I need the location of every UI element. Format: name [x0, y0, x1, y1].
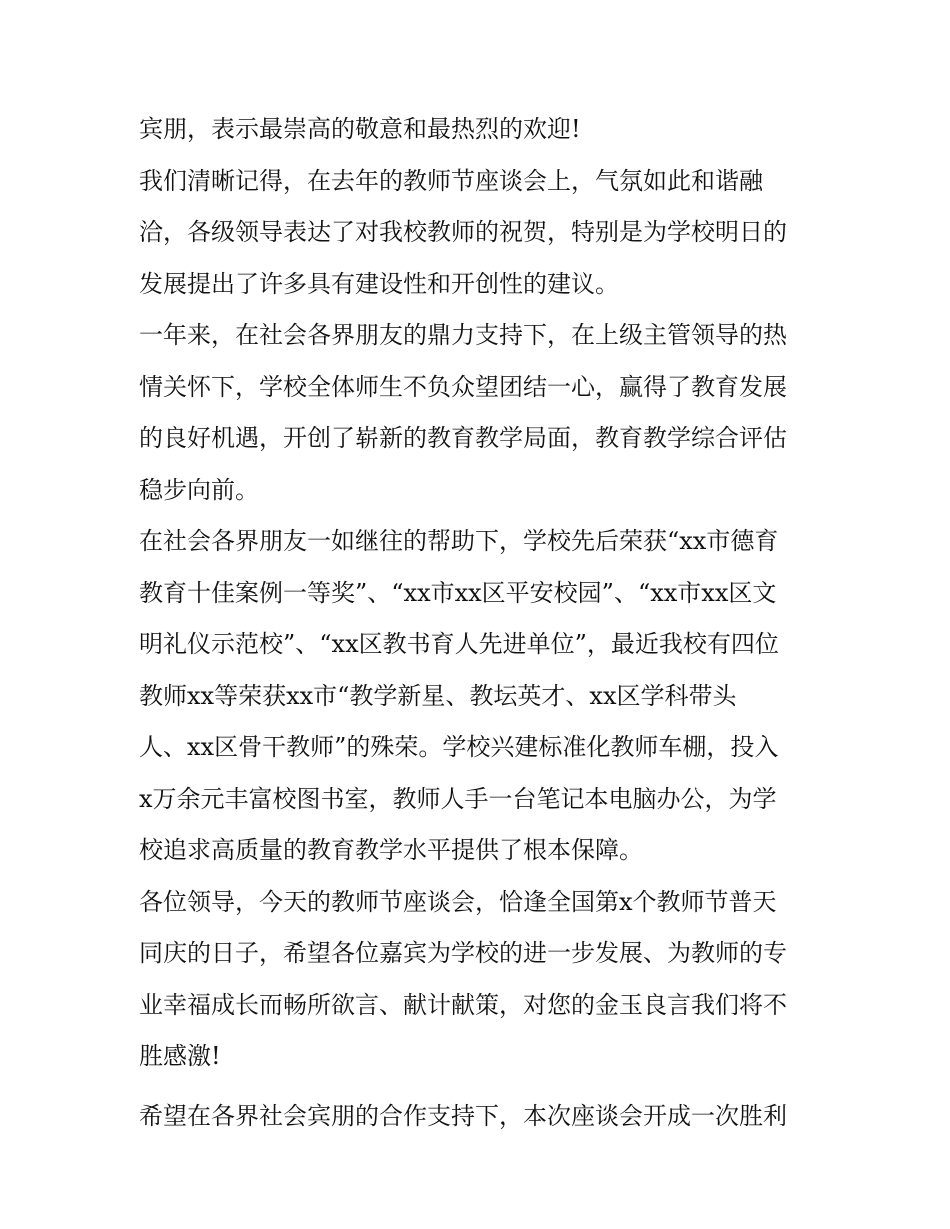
text-line: 在社会各界朋友一如继往的帮助下，学校先后荣获“xx市德育 [139, 527, 779, 555]
text-line: 稳步向前。 [139, 475, 259, 504]
text-line: 希望在各界社会宾朋的合作支持下，本次座谈会开成一次胜利 [139, 1101, 787, 1130]
text-line: 教师xx等荣获xx市“教学新星、教坛英才、xx区学科带头 [139, 681, 737, 710]
text-line: 的良好机遇，开创了崭新的教育教学局面，教育教学综合评估 [139, 424, 787, 452]
text-line: 教育十佳案例一等奖”、“xx市xx区平安校园”、“xx市xx区文 [139, 578, 777, 607]
text-line: 情关怀下，学校全体师生不负众望团结一心，赢得了教育发展 [139, 372, 787, 401]
text-line: 洽，各级领导表达了对我校教师的祝贺，特别是为学校明日的 [139, 218, 787, 246]
text-line: 宾朋，表示最崇高的敬意和最热烈的欢迎! [139, 115, 581, 143]
document-body [139, 104, 819, 1142]
text-line: 明礼仪示范校”、“xx区教书育人先进单位”，最近我校有四位 [139, 630, 779, 658]
text-line: x万余元丰富校图书室，教师人手一台笔记本电脑办公，为学 [139, 784, 777, 813]
text-line: 人、xx区骨干教师”的殊荣。学校兴建标准化教师车棚，投入 [139, 733, 779, 761]
text-line: 胜感激! [139, 1042, 221, 1070]
text-line: 各位领导，今天的教师节座谈会，恰逢全国第x个教师节普天 [139, 887, 777, 916]
text-line: 业幸福成长而畅所欲言、献计献策，对您的金玉良言我们将不 [139, 990, 787, 1019]
text-line: 发展提出了许多具有建设性和开创性的建议。 [139, 269, 619, 298]
text-line: 我们清晰记得，在去年的教师节座谈会上，气氛如此和谐融 [139, 166, 763, 195]
text-line: 同庆的日子，希望各位嘉宾为学校的进一步发展、为教师的专 [139, 939, 787, 967]
text-line: 校追求高质量的教育教学水平提供了根本保障。 [139, 836, 643, 864]
text-line: 一年来，在社会各界朋友的鼎力支持下，在上级主管领导的热 [139, 321, 787, 349]
